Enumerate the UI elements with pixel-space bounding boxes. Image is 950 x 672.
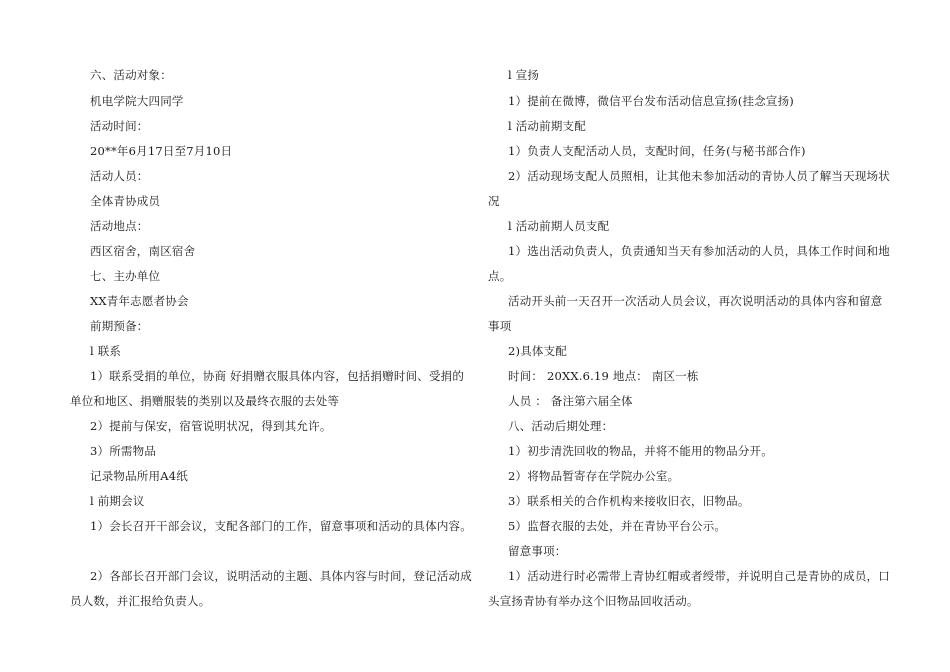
schedule-line: 时间： 20XX.6.19 地点： 南区一栋	[508, 369, 699, 383]
paragraph-line: 头宣扬青协有举办这个旧物品回收活动。	[488, 594, 699, 608]
left-column	[70, 0, 470, 672]
paragraph-line: 单位和地区、捐赠服装的类别以及最终衣服的去处等	[70, 394, 340, 408]
staff-line: 人员 ： 备注第六届全体	[508, 394, 633, 408]
paragraph-line: 5）监督衣服的去处，并在青协平台公示。	[508, 519, 727, 533]
paragraph-line: 员人数，并汇报给负责人。	[70, 594, 211, 608]
time-label: 活动时间：	[90, 119, 149, 133]
right-column	[488, 0, 888, 672]
bullet-meeting: l 前期会议	[90, 494, 145, 508]
paragraph-line: 点。	[488, 269, 512, 283]
bullet-publicity: l 宣扬	[508, 68, 540, 82]
section-heading-post: 八、活动后期处理：	[508, 419, 614, 433]
bullet-pre-arrangement: l 活动前期支配	[508, 119, 586, 133]
bullet-staff-arrangement: l 活动前期人员支配	[508, 219, 610, 233]
paragraph-line: 1）初步清洗回收的物品，并将不能用的物品分开。	[508, 444, 773, 458]
paragraph-line: 3）所需物品	[90, 444, 157, 458]
paragraph-line: 1）提前在微博，微信平台发布活动信息宣扬(挂念宣扬)	[508, 94, 794, 108]
paragraph-line: 3）联系相关的合作机构来接收旧衣，旧物品。	[508, 494, 750, 508]
paragraph-line: 1）选出活动负责人，负责通知当天有参加活动的人员，具体工作时间和地	[508, 244, 890, 258]
time-value: 20**年6月17日至7月10日	[90, 144, 233, 158]
preparation-label: 前期预备：	[90, 319, 149, 333]
paragraph-line: 事项	[488, 319, 512, 333]
organizer-value: XX青年志愿者协会	[90, 294, 189, 308]
paragraph-line: 2）活动现场支配人员照相，让其他未参加活动的青协人员了解当天现场状	[508, 169, 890, 183]
section-heading-organizer: 七、主办单位	[90, 269, 161, 283]
people-label: 活动人员：	[90, 169, 149, 183]
paragraph-line: 2）各部长召开部门会议，说明活动的主题、具体内容与时间，登记活动成	[90, 569, 472, 583]
paragraph-line: 1）负责人支配活动人员，支配时间，任务(与秘书部合作)	[508, 144, 806, 158]
paragraph-line: 况	[488, 194, 500, 208]
place-label: 活动地点：	[90, 219, 149, 233]
paragraph-line: 2）将物品暂寄存在学院办公室。	[508, 469, 680, 483]
place-value: 西区宿舍，南区宿舍	[90, 244, 196, 258]
bullet-contact: l 联系	[90, 344, 122, 358]
paragraph-line: 活动开头前一天召开一次活动人员会议，再次说明活动的具体内容和留意	[508, 294, 883, 308]
people-value: 全体青协成员	[90, 194, 161, 208]
paragraph-line: 记录物品所用A4纸	[90, 469, 188, 483]
target-value: 机电学院大四同学	[90, 94, 184, 108]
paragraph-line: 2）提前与保安，宿管说明状况，得到其允许。	[90, 419, 332, 433]
paragraph-line: 2)具体支配	[508, 344, 568, 358]
paragraph-line: 1）活动进行时必需带上青协红帽或者绶带，并说明自己是青协的成员，口	[508, 569, 890, 583]
section-heading-target: 六、活动对象：	[90, 68, 172, 82]
notes-label: 留意事项：	[508, 544, 567, 558]
paragraph-line: 1）会长召开干部会议，支配各部门的工作，留意事项和活动的具体内容。	[90, 519, 472, 533]
paragraph-line: 1）联系受捐的单位，协商 好捐赠衣服具体内容，包括捐赠时间、受捐的	[90, 369, 465, 383]
